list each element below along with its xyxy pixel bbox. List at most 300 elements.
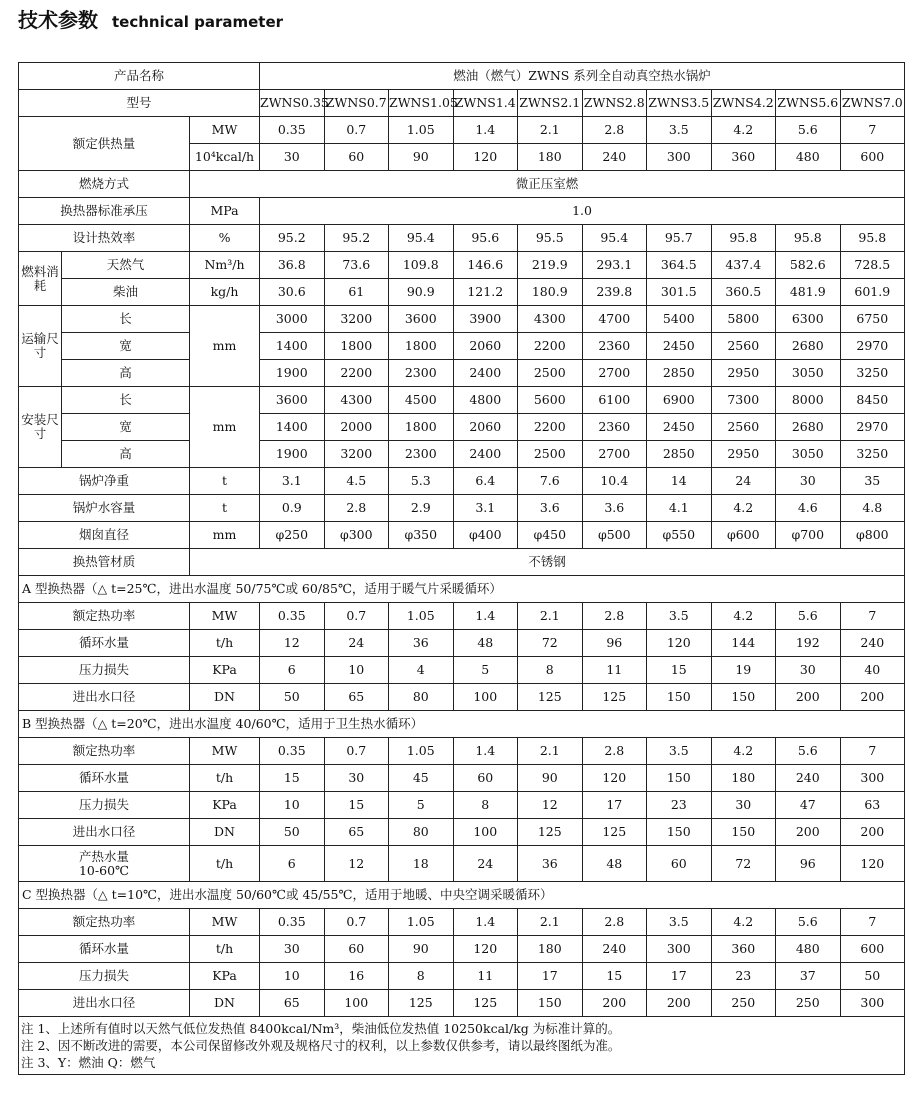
value-cell: 437.4 xyxy=(711,252,776,279)
value-cell: 1400 xyxy=(260,333,325,360)
value-cell: 6 xyxy=(260,657,325,684)
value-cell: 95.8 xyxy=(776,225,841,252)
value-cell: 5.6 xyxy=(776,117,841,144)
value-cell: 4.1 xyxy=(647,495,712,522)
row-label: 压力损失 xyxy=(19,963,190,990)
value-cell: 7 xyxy=(840,603,905,630)
chimney-row xyxy=(19,522,905,549)
value-cell: 8450 xyxy=(840,387,905,414)
value-cell: 12 xyxy=(324,846,389,882)
value-cell: 150 xyxy=(647,819,712,846)
page-title xyxy=(18,6,283,34)
value-cell: 120 xyxy=(582,765,647,792)
value-cell: 4.2 xyxy=(711,909,776,936)
notes xyxy=(19,1017,905,1075)
type-c-loss-row xyxy=(19,963,905,990)
value-cell: 1.4 xyxy=(453,909,518,936)
type-b-flow-row xyxy=(19,765,905,792)
combustion-row xyxy=(19,171,905,198)
value-cell: 90 xyxy=(518,765,583,792)
value-cell: 48 xyxy=(453,630,518,657)
row-label: 锅炉水容量 xyxy=(19,495,190,522)
value-cell: 200 xyxy=(647,990,712,1017)
unit-cell: Nm³/h xyxy=(190,252,260,279)
value-cell: 65 xyxy=(324,819,389,846)
model-cell: ZWNS0.35 xyxy=(260,90,325,117)
row-label: 进出水口径 xyxy=(19,819,190,846)
value-cell: 1800 xyxy=(389,414,454,441)
value-cell: 125 xyxy=(453,990,518,1017)
product-name: 燃油（燃气）ZWNS 系列全自动真空热水锅炉 xyxy=(260,63,905,90)
value-cell: 125 xyxy=(582,819,647,846)
row-label: 天然气 xyxy=(62,252,190,279)
value-cell: 240 xyxy=(582,936,647,963)
value-cell: 15 xyxy=(647,657,712,684)
value-cell: φ400 xyxy=(453,522,518,549)
transport-length-row xyxy=(19,306,905,333)
value-cell: 728.5 xyxy=(840,252,905,279)
row-label: 宽 xyxy=(62,414,190,441)
value-cell: 200 xyxy=(776,819,841,846)
value-cell: 2680 xyxy=(776,333,841,360)
value-cell: 73.6 xyxy=(324,252,389,279)
value-cell: 3.5 xyxy=(647,117,712,144)
value-cell: 240 xyxy=(776,765,841,792)
value-cell: 6900 xyxy=(647,387,712,414)
value-cell: 17 xyxy=(518,963,583,990)
value-cell: 2.8 xyxy=(582,909,647,936)
value-cell: 2450 xyxy=(647,414,712,441)
row-label xyxy=(19,846,190,882)
value-cell: 8 xyxy=(389,963,454,990)
value-cell: 5.3 xyxy=(389,468,454,495)
unit-cell: t xyxy=(190,495,260,522)
value-cell: 1.4 xyxy=(453,603,518,630)
group-label: 安装尺寸 xyxy=(19,387,62,468)
value-cell: 120 xyxy=(453,936,518,963)
value-cell: 5.6 xyxy=(776,603,841,630)
value-cell: 0.7 xyxy=(324,117,389,144)
value-cell: 582.6 xyxy=(776,252,841,279)
value-cell: 2700 xyxy=(582,360,647,387)
unit-cell: DN xyxy=(190,819,260,846)
value-cell: 14 xyxy=(647,468,712,495)
value-cell: 2300 xyxy=(389,441,454,468)
pressure-value: 1.0 xyxy=(260,198,905,225)
value-cell: 180 xyxy=(518,144,583,171)
value-cell: 17 xyxy=(582,792,647,819)
unit-cell: MW xyxy=(190,603,260,630)
unit-cell: KPa xyxy=(190,657,260,684)
value-cell: 364.5 xyxy=(647,252,712,279)
value-cell: 2850 xyxy=(647,360,712,387)
value-cell: 95.8 xyxy=(840,225,905,252)
value-cell: 121.2 xyxy=(453,279,518,306)
value-cell: 180 xyxy=(518,936,583,963)
value-cell: 2200 xyxy=(518,414,583,441)
value-cell: 1.05 xyxy=(389,909,454,936)
value-cell: 2560 xyxy=(711,414,776,441)
unit-cell: t/h xyxy=(190,936,260,963)
unit-cell: t/h xyxy=(190,630,260,657)
value-cell: 3050 xyxy=(776,441,841,468)
row-label: 长 xyxy=(62,387,190,414)
type-a-pipe-row xyxy=(19,684,905,711)
value-cell: 0.7 xyxy=(324,909,389,936)
value-cell: 150 xyxy=(647,765,712,792)
value-cell: 250 xyxy=(776,990,841,1017)
value-cell: 2.8 xyxy=(324,495,389,522)
value-cell: 48 xyxy=(582,846,647,882)
value-cell: 601.9 xyxy=(840,279,905,306)
tube-material-value: 不锈钢 xyxy=(190,549,905,576)
row-label: 循环水量 xyxy=(19,936,190,963)
value-cell: 90.9 xyxy=(389,279,454,306)
value-cell: 240 xyxy=(582,144,647,171)
value-cell: 96 xyxy=(582,630,647,657)
value-cell: 219.9 xyxy=(518,252,583,279)
value-cell: 95.2 xyxy=(324,225,389,252)
value-cell: 192 xyxy=(776,630,841,657)
value-cell: 4.2 xyxy=(711,603,776,630)
type-c-flow-row xyxy=(19,936,905,963)
value-cell: 2450 xyxy=(647,333,712,360)
row-label: 额定热功率 xyxy=(19,738,190,765)
rated-heat-row xyxy=(19,117,905,144)
value-cell: 11 xyxy=(453,963,518,990)
section-header: C 型换热器（△ t=10℃，进出水温度 50/60℃或 45/55℃，适用于地暖、中央空调采暖循环） xyxy=(19,882,905,909)
unit-cell: MPa xyxy=(190,198,260,225)
type-b-header-row xyxy=(19,711,905,738)
value-cell: 16 xyxy=(324,963,389,990)
value-cell: 80 xyxy=(389,684,454,711)
value-cell: 7 xyxy=(840,738,905,765)
value-cell: 250 xyxy=(711,990,776,1017)
value-cell: 36 xyxy=(518,846,583,882)
model-cell: ZWNS1.4 xyxy=(453,90,518,117)
value-cell: 24 xyxy=(453,846,518,882)
value-cell: 2200 xyxy=(518,333,583,360)
value-cell: 301.5 xyxy=(647,279,712,306)
row-label: 宽 xyxy=(62,333,190,360)
section-header: B 型换热器（△ t=20℃，进出水温度 40/60℃，适用于卫生热水循环） xyxy=(19,711,905,738)
value-cell: 18 xyxy=(389,846,454,882)
value-cell: 65 xyxy=(324,684,389,711)
value-cell: 45 xyxy=(389,765,454,792)
value-cell: φ450 xyxy=(518,522,583,549)
value-cell: 4.2 xyxy=(711,495,776,522)
value-cell: 35 xyxy=(840,468,905,495)
row-label: 循环水量 xyxy=(19,630,190,657)
type-b-hot-water-row xyxy=(19,846,905,882)
value-cell: 200 xyxy=(840,819,905,846)
value-cell: 72 xyxy=(518,630,583,657)
efficiency-row xyxy=(19,225,905,252)
value-cell: 60 xyxy=(324,144,389,171)
value-cell: 10 xyxy=(260,963,325,990)
value-cell: 1.05 xyxy=(389,738,454,765)
value-cell: 4.6 xyxy=(776,495,841,522)
value-cell: 12 xyxy=(518,792,583,819)
row-label: 额定热功率 xyxy=(19,603,190,630)
model-cell: ZWNS7.0 xyxy=(840,90,905,117)
value-cell: 120 xyxy=(453,144,518,171)
value-cell: 95.4 xyxy=(582,225,647,252)
value-cell: 480 xyxy=(776,144,841,171)
type-c-power-row xyxy=(19,909,905,936)
value-cell: 1900 xyxy=(260,360,325,387)
unit-cell: t/h xyxy=(190,846,260,882)
note-item: 注 3、Y：燃油 Q：燃气 xyxy=(21,1055,156,1070)
value-cell: 239.8 xyxy=(582,279,647,306)
product-row xyxy=(19,63,905,90)
row-label: 长 xyxy=(62,306,190,333)
row-label: 高 xyxy=(62,441,190,468)
row-label: 锅炉净重 xyxy=(19,468,190,495)
notes-row xyxy=(19,1017,905,1075)
value-cell: 3.1 xyxy=(453,495,518,522)
value-cell: 17 xyxy=(647,963,712,990)
value-cell: 61 xyxy=(324,279,389,306)
value-cell: 8 xyxy=(453,792,518,819)
value-cell: 200 xyxy=(840,684,905,711)
model-cell: ZWNS5.6 xyxy=(776,90,841,117)
title-en: technical parameter xyxy=(112,13,284,31)
value-cell: 300 xyxy=(647,144,712,171)
value-cell: 2.1 xyxy=(518,117,583,144)
value-cell: 5 xyxy=(453,657,518,684)
row-label: 额定热功率 xyxy=(19,909,190,936)
value-cell: 95.6 xyxy=(453,225,518,252)
value-cell: 3250 xyxy=(840,360,905,387)
spec-table xyxy=(18,62,905,1075)
value-cell: 10 xyxy=(324,657,389,684)
value-cell: 4 xyxy=(389,657,454,684)
value-cell: 2.9 xyxy=(389,495,454,522)
tube-material-row xyxy=(19,549,905,576)
install-length-row xyxy=(19,387,905,414)
value-cell: 4.5 xyxy=(324,468,389,495)
label-line: 10-60℃ xyxy=(78,862,130,878)
value-cell: 7 xyxy=(840,117,905,144)
value-cell: 5 xyxy=(389,792,454,819)
value-cell: 50 xyxy=(260,684,325,711)
value-cell: 24 xyxy=(711,468,776,495)
value-cell: 3.1 xyxy=(260,468,325,495)
value-cell: 109.8 xyxy=(389,252,454,279)
value-cell: 3250 xyxy=(840,441,905,468)
value-cell: 2060 xyxy=(453,333,518,360)
value-cell: 2970 xyxy=(840,333,905,360)
value-cell: 125 xyxy=(389,990,454,1017)
value-cell: 0.35 xyxy=(260,738,325,765)
value-cell: 11 xyxy=(582,657,647,684)
value-cell: 2400 xyxy=(453,441,518,468)
value-cell: 5400 xyxy=(647,306,712,333)
value-cell: 1800 xyxy=(324,333,389,360)
value-cell: 2060 xyxy=(453,414,518,441)
value-cell: 80 xyxy=(389,819,454,846)
value-cell: 2200 xyxy=(324,360,389,387)
value-cell: 50 xyxy=(260,819,325,846)
value-cell: 65 xyxy=(260,990,325,1017)
value-cell: 0.35 xyxy=(260,603,325,630)
value-cell: 240 xyxy=(840,630,905,657)
unit-cell: mm xyxy=(190,522,260,549)
model-cell: ZWNS1.05 xyxy=(389,90,454,117)
value-cell: 4800 xyxy=(453,387,518,414)
value-cell: 90 xyxy=(389,144,454,171)
type-a-loss-row xyxy=(19,657,905,684)
value-cell: 36 xyxy=(389,630,454,657)
value-cell: 1.4 xyxy=(453,117,518,144)
value-cell: φ550 xyxy=(647,522,712,549)
value-cell: 95.7 xyxy=(647,225,712,252)
value-cell: 15 xyxy=(582,963,647,990)
row-label: 柴油 xyxy=(62,279,190,306)
install-height-row xyxy=(19,441,905,468)
value-cell: 8 xyxy=(518,657,583,684)
value-cell: 200 xyxy=(776,684,841,711)
value-cell: 30 xyxy=(776,657,841,684)
row-label: 换热管材质 xyxy=(19,549,190,576)
value-cell: 2360 xyxy=(582,333,647,360)
value-cell: 293.1 xyxy=(582,252,647,279)
value-cell: 2.8 xyxy=(582,603,647,630)
value-cell: 3200 xyxy=(324,306,389,333)
value-cell: 8000 xyxy=(776,387,841,414)
value-cell: 95.4 xyxy=(389,225,454,252)
value-cell: 90 xyxy=(389,936,454,963)
value-cell: 40 xyxy=(840,657,905,684)
row-label: 额定供热量 xyxy=(19,117,190,171)
value-cell: 1.4 xyxy=(453,738,518,765)
value-cell: 300 xyxy=(647,936,712,963)
value-cell: 150 xyxy=(647,684,712,711)
group-label: 运输尺寸 xyxy=(19,306,62,387)
fuel-gas-row xyxy=(19,252,905,279)
fuel-oil-row xyxy=(19,279,905,306)
unit-cell: % xyxy=(190,225,260,252)
value-cell: 60 xyxy=(647,846,712,882)
row-label: 烟囱直径 xyxy=(19,522,190,549)
title-cn: 技术参数 xyxy=(18,8,98,32)
value-cell: 360.5 xyxy=(711,279,776,306)
combustion-value: 微正压室燃 xyxy=(190,171,905,198)
net-weight-row xyxy=(19,468,905,495)
value-cell: 15 xyxy=(324,792,389,819)
value-cell: 1800 xyxy=(389,333,454,360)
value-cell: 150 xyxy=(711,684,776,711)
value-cell: 30 xyxy=(711,792,776,819)
value-cell: φ300 xyxy=(324,522,389,549)
value-cell: 10.4 xyxy=(582,468,647,495)
unit-cell: mm xyxy=(190,387,260,468)
value-cell: 180.9 xyxy=(518,279,583,306)
value-cell: φ600 xyxy=(711,522,776,549)
value-cell: 2400 xyxy=(453,360,518,387)
value-cell: 5600 xyxy=(518,387,583,414)
unit-cell: t/h xyxy=(190,765,260,792)
value-cell: 180 xyxy=(711,765,776,792)
value-cell: 2560 xyxy=(711,333,776,360)
unit-cell: DN xyxy=(190,990,260,1017)
value-cell: 300 xyxy=(840,990,905,1017)
value-cell: 2500 xyxy=(518,360,583,387)
value-cell: 30.6 xyxy=(260,279,325,306)
value-cell: 146.6 xyxy=(453,252,518,279)
value-cell: 30 xyxy=(260,936,325,963)
value-cell: 150 xyxy=(711,819,776,846)
value-cell: 4500 xyxy=(389,387,454,414)
value-cell: φ350 xyxy=(389,522,454,549)
value-cell: 1.05 xyxy=(389,117,454,144)
value-cell: 4.2 xyxy=(711,738,776,765)
value-cell: 7.6 xyxy=(518,468,583,495)
value-cell: 63 xyxy=(840,792,905,819)
unit-cell: MW xyxy=(190,738,260,765)
value-cell: 19 xyxy=(711,657,776,684)
value-cell: 100 xyxy=(453,819,518,846)
value-cell: 96 xyxy=(776,846,841,882)
unit-cell: KPa xyxy=(190,963,260,990)
value-cell: 3000 xyxy=(260,306,325,333)
value-cell: 1900 xyxy=(260,441,325,468)
type-b-pipe-row xyxy=(19,819,905,846)
value-cell: 10 xyxy=(260,792,325,819)
pressure-row xyxy=(19,198,905,225)
note-item: 注 2、因不断改进的需要，本公司保留修改外观及规格尺寸的权利，以上参数仅供参考，请以最终图纸为准。 xyxy=(21,1038,621,1053)
value-cell: 5800 xyxy=(711,306,776,333)
unit-cell: 10⁴kcal/h xyxy=(190,144,260,171)
unit-cell: t xyxy=(190,468,260,495)
value-cell: 4.2 xyxy=(711,117,776,144)
value-cell: 125 xyxy=(582,684,647,711)
value-cell: 2850 xyxy=(647,441,712,468)
value-cell: 36.8 xyxy=(260,252,325,279)
value-cell: 2700 xyxy=(582,441,647,468)
value-cell: 200 xyxy=(582,990,647,1017)
value-cell: 15 xyxy=(260,765,325,792)
value-cell: 125 xyxy=(518,684,583,711)
value-cell: 100 xyxy=(453,684,518,711)
value-cell: 144 xyxy=(711,630,776,657)
value-cell: 4700 xyxy=(582,306,647,333)
model-row xyxy=(19,90,905,117)
value-cell: 6300 xyxy=(776,306,841,333)
value-cell: 2680 xyxy=(776,414,841,441)
value-cell: 72 xyxy=(711,846,776,882)
type-c-header-row xyxy=(19,882,905,909)
model-cell: ZWNS0.7 xyxy=(324,90,389,117)
value-cell: 23 xyxy=(647,792,712,819)
value-cell: 2000 xyxy=(324,414,389,441)
unit-cell: DN xyxy=(190,684,260,711)
unit-cell: KPa xyxy=(190,792,260,819)
unit-cell: MW xyxy=(190,909,260,936)
row-label: 设计热效率 xyxy=(19,225,190,252)
row-label: 高 xyxy=(62,360,190,387)
unit-cell: kg/h xyxy=(190,279,260,306)
value-cell: 2970 xyxy=(840,414,905,441)
value-cell: 3.5 xyxy=(647,738,712,765)
value-cell: 0.35 xyxy=(260,909,325,936)
value-cell: 0.7 xyxy=(324,603,389,630)
value-cell: 480 xyxy=(776,936,841,963)
value-cell: 2.1 xyxy=(518,603,583,630)
value-cell: 2.8 xyxy=(582,738,647,765)
model-cell: ZWNS2.8 xyxy=(582,90,647,117)
